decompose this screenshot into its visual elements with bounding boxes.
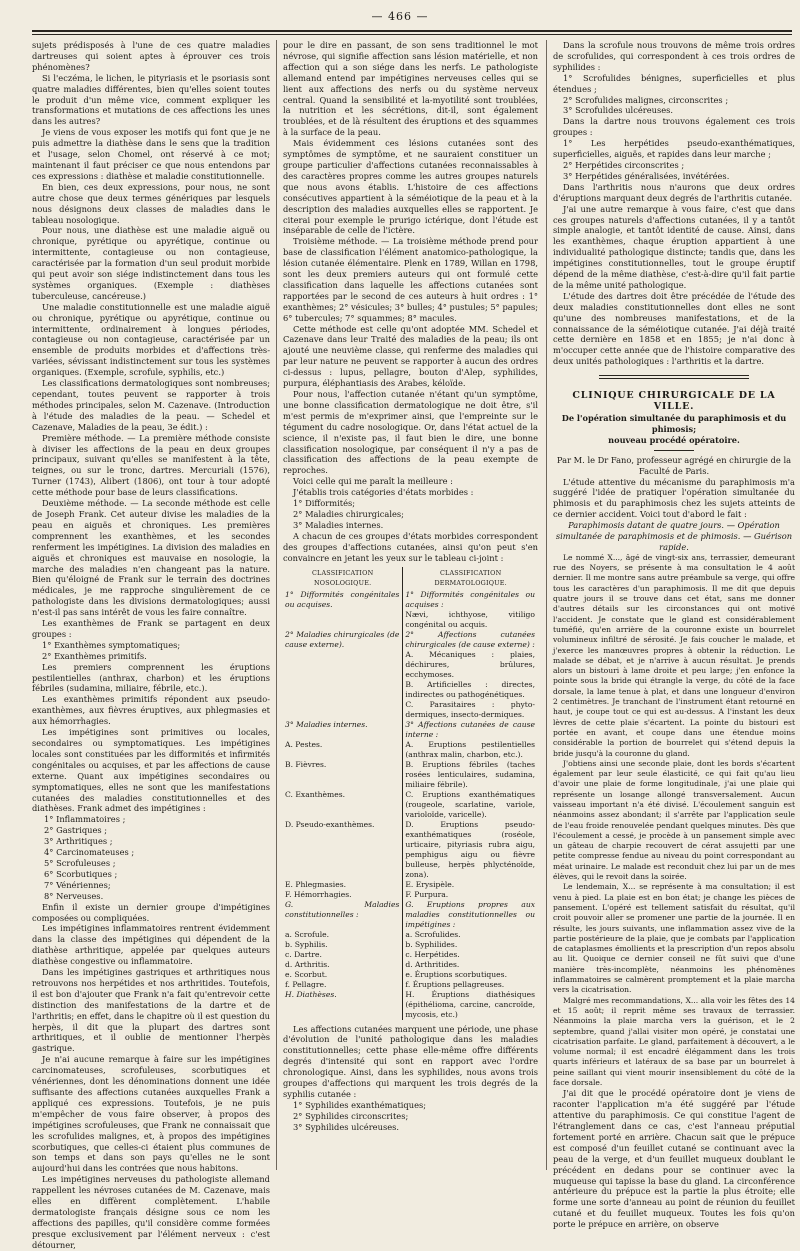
paragraph: Dans la scrofule nous trouvons de même trois ordres de scrofulides, qui correspondent à ces trois ordres de syphilides :	[553, 40, 795, 72]
list-item: 3° Syphilides ulcéreuses.	[293, 1121, 400, 1132]
table-cell	[403, 590, 538, 630]
table-cell: E. Phlegmasies.	[283, 880, 403, 890]
page-number: — 466 —	[371, 10, 429, 23]
table-cell: 1° Difformités congénitales ou acquises.	[283, 590, 403, 630]
table-cell: A. Pestes.	[283, 740, 403, 760]
table-row	[283, 930, 538, 940]
subtitle-rule	[654, 450, 694, 451]
list-item: 4° Carcinomateuses ;	[44, 847, 135, 858]
table-row	[283, 720, 538, 740]
table-cell: c. Herpétides.	[405, 949, 460, 959]
table-cell: f. Pellagre.	[283, 980, 403, 990]
paragraph: Troisième méthode. — La troisième méthode prend pour base de classification l'élément anatomico-pathologique, la lésion cutanée élémentaire. Plenk en 1789, Willan en 1798, sont les deux premiers auteurs qui ont formulé cette classification dans laquelle les affections cutanées sont rapportées par le second de ces auteurs à huit ordres : 1° exanthèmes; 2° vésicules; 3° bulles; 4° pustules; 5° papules; 6° tubercules; 7° squammes; 8° macules.	[283, 236, 538, 323]
table-cell: D. Pseudo-exanthèmes.	[283, 820, 403, 880]
header-rule	[32, 30, 792, 32]
article-title: CLINIQUE CHIRURGICALE DE LA VILLE.	[572, 390, 776, 413]
paragraph: sujets prédisposés à l'une de ces quatre maladies dartreuses qui soient aptes à éprouver ces trois phénomènes?	[32, 40, 270, 72]
header-rule-thin	[32, 34, 792, 35]
paragraph: Deuxième méthode. — La seconde méthode est celle de Joseph Frank. Cet auteur divise les maladies de la peau en aiguës et chroniques. Les premières comprennent les exanthèmes, et les secondes renferment les impétigines. La division des maladies en aiguës et chroniques est mauvaise en nosologie, la marche des maladies n'en changeant pas la nature. Bien qu'éloigné de Frank sur le terrain des doctrines médicales, je me rapproche singulièrement de ce pathologiste dans les divisions dermatologiques; aussi n'est-il pas sans intérêt de vous les faire connaître.	[32, 498, 270, 618]
paragraph: Le nommé X..., âgé de vingt-six ans, terrassier, demeurant rue des Noyers, se présente à ma consultation le 4 août dernier. Il me montre sans autre préambule sa verge, qui offre tous les caractères d'un paraphimosis. Il me dit que depuis quatre jours il se trouve dans cet état, sans me donner d'autres détails sur les circonstances qui ont motivé l'accident. Je constate que le gland est considérablement tuméfié, qu'en arrière de la couronne existe un bourrelet volumineux infiltré de sérosité. Je fais coucher le malade, et j'exerce les manœuvres propres à obtenir la réduction. Le malade se débat, et je n'arrive à aucun résultat. Je prends alors un bistouri à lame droite et peu large; j'en enfonce la pointe sous la bride qui étrangle la verge, du côté de la face dorsale, la lame tenue à plat, et dans une longueur d'environ 2 centimètres. Je tranchant de l'instrument étant retourné en haut, je coupe tout ce qui est au-dessus. A l'instant les deux lèvres de cette plaie s'écartent. La pointe du bistouri est portée en avant, et coupe dans une étendue moins considérable la portion de bourrelet qui s'étend depuis la bride jusqu'à la couronne du gland.	[553, 552, 795, 758]
paragraph: Voici celle qui me paraît la meilleure :	[293, 476, 453, 487]
paragraph: Les exanthèmes de Frank se partagent en deux groupes :	[32, 618, 270, 639]
list-item: 2° Exanthèmes primitifs.	[42, 650, 147, 661]
table-row	[283, 760, 538, 790]
table-cell: d. Arthritides.	[405, 959, 460, 969]
table-cell-text: Nævi, ichthyose, vitiligo congénital ou acquis.	[405, 609, 535, 629]
paragraph: Pour nous, une diathèse est une maladie aiguë ou chronique, pyrétique ou apyrétique, continue ou intermittente, contagieuse ou non contagieuse, caractérisée par la formation d'un seul produit morbide qui peut avoir son siége indistinctement dans tous les systèmes organiques. (Exemple : diathèses tuberculeuse, cancéreuse.)	[32, 225, 270, 301]
paragraph: J'ai une autre remarque à vous faire, c'est que dans ces groupes naturels d'affections cutanées, il y a tantôt simple analogie, et tantôt identité de cause. Ainsi, dans les exanthèmes, chaque éruption appartient à une individualité pathologique distincte; tandis que, dans les impétigines constitutionnelles, tout le groupe éruptif dépend de la même diathèse, c'est-à-dire qu'il fait partie de la même unité pathologique.	[553, 203, 795, 290]
table-row	[283, 890, 538, 900]
table-cell: d. Arthritis.	[283, 960, 403, 970]
table-cell: 3° Maladies internes.	[283, 720, 403, 740]
table-cell-text: 1° Difformités congénitales ou acquises :	[405, 589, 535, 609]
table-row	[283, 970, 538, 980]
table-cell: b. Syphilides.	[405, 939, 458, 949]
list-item: 3° Scrofulides ulcéreuses.	[563, 105, 674, 116]
table-cell: 2° Maladies chirurgicales (de cause externe).	[283, 630, 403, 720]
paragraph: Dans la dartre nous trouvons également ces trois groupes :	[553, 116, 795, 138]
table-row	[283, 740, 538, 760]
section-ornament	[553, 371, 795, 383]
paragraph: Les impétigines inflammatoires rentrent évidemment dans la classe des impétigines qui dépendent de la diathèse arthritique, appelée par quelques auteurs diathèse congestive ou inflammatoire.	[32, 923, 270, 967]
table-cell: G. Eruptions propres aux maladies constitutionnelles ou impétigines :	[405, 899, 535, 929]
table-row	[283, 820, 538, 880]
table-row	[283, 880, 538, 890]
table-cell: C. Exanthèmes.	[283, 790, 403, 820]
column-divider-2	[546, 40, 547, 1170]
table-cell: e. Éruptions scorbutiques.	[405, 969, 507, 979]
table-row	[283, 990, 538, 1020]
column-3	[553, 40, 795, 1230]
table-cell-text: A. Mécaniques : plaies, déchirures, brûlures, ecchymoses.	[405, 649, 535, 679]
table-cell-text: C. Parasitaires : phyto-dermiques, insecto-dermiques.	[405, 699, 535, 719]
list-item: 1° Syphilides exanthématiques;	[293, 1099, 427, 1110]
table-row	[283, 940, 538, 950]
paragraph: J'obtiens ainsi une seconde plaie, dont les bords s'écartent également par leur seule élasticité, ce qui fait qu'au lieu d'avoir une plaie de forme longitudinale, j'ai une plaie qui représente un losange allongé transversalement. Aucun vaisseau important n'a été divisé. L'écoulement sanguin est néanmoins assez abondant; il s'arrête par l'application seule de l'eau froide renouvelée pendant quelques minutes. Dès que l'écoulement a cessé, je procède à un pansement simple avec un gâteau de charpie recouvert de cérat assujetti par une petite compresse fendue au niveau du point correspondant au méat urinaire. Le malade est reconduit chez lui par un de mes élèves, qui le revoit dans la soirée.	[553, 758, 795, 882]
paragraph: En bien, ces deux expressions, pour nous, ne sont autre chose que deux termes génériques par lesquels nous désignons deux classes de maladies dans le tableau nosologique.	[32, 181, 270, 225]
paragraph: A chacun de ces groupes d'états morbides correspondent des groupes d'affections cutanées, ainsi qu'on peut s'en convaincre en jetant les yeux sur le tableau ci-joint :	[283, 530, 538, 563]
classification-table	[283, 567, 538, 1020]
list-item: 2° Maladies chirurgicales;	[293, 508, 404, 519]
list-item: 2° Scrofulides malignes, circonscrites ;	[563, 94, 729, 105]
list-item: 6° Scorbutiques ;	[44, 868, 118, 879]
table-cell: F. Hémorrhagies.	[283, 890, 403, 900]
table-cell: e. Scorbut.	[283, 970, 403, 980]
table-cell: 3° Affections cutanées de cause interne :	[405, 719, 535, 739]
table-header-left: CLASSIFICATION NOSOLOGIQUE.	[283, 567, 403, 590]
paragraph: Le lendemain, X... se représente à ma consultation; il est venu à pied. La plaie est en bon état; je change les pièces de pansement. L'opéré est tellement satisfait du résultat, qu'il croit pouvoir aller se promener une partie de la journée. Il en résulte, les jours suivants, une inflammation assez vive de la partie postérieure de la plaie, que je combats par l'application de cataplasmes émollients et la prescription d'un repos absolu au lit. Quoique ce dernier conseil ne fût suivi que d'une manière très-incomplète, néanmoins les phénomènes inflammatoires se calmèrent promptement et la plaie marcha vers la cicatrisation.	[553, 882, 795, 995]
table-row	[283, 960, 538, 970]
table-cell: a. Scrofulides.	[405, 929, 461, 939]
list-item: 1° Exanthèmes symptomatiques;	[42, 639, 181, 650]
article-subtitle-2: nouveau procédé opératoire.	[608, 434, 740, 445]
paragraph: Les impétigines nerveuses du pathologiste allemand rappellent les névroses cutanées de M. Cazenave, mais elles en diffèrent complètement. L'habile dermatologiste français désigne sous ce nom les affections des papilles, qu'il considère comme formées presque exclusivement par l'élément nerveux : c'est détourner,	[32, 1174, 270, 1250]
paragraph: Pour nous, l'affection cutanée n'étant qu'un symptôme, une bonne classification dermatologique ne doit être, s'il m'est permis de m'exprimer ainsi, que l'empreinte sur le tégument du cadre nosologique. Or, dans l'état actuel de la science, il n'existe pas, il faut bien le dire, une bonne classification nosologique, par conséquent il n'y a pas de classification des affections de la peau exempte de reproches.	[283, 389, 538, 476]
list-item: 1° Scrofulides bénignes, superficielles et plus étendues ;	[553, 72, 795, 94]
list-item: 5° Scrofuleuses ;	[44, 857, 116, 868]
column-2	[283, 40, 538, 1176]
list-item: 1° Les herpétides pseudo-exanthématiques, superficielles, aiguës, et rapides dans leur marche ;	[553, 138, 795, 160]
table-row	[283, 950, 538, 960]
paragraph: J'ai dit que le procédé opératoire dont je viens de raconter l'application m'a été suggéré par l'étude attentive du paraphimosis. Ce qui constitue l'agent de l'étranglement dans ce cas, c'est l'anneau préputial fortement porté en arrière. Chacun sait que le prépuce est composé d'un feuillet cutané se continuant avec la peau de la verge, et d'un feuillet muqueux doublant le précédent en dedans pour se continuer avec la muqueuse qui tapisse la base du gland. La circonférence antérieure du prépuce est la partie la plus étroite; elle forme une sorte d'anneau au point de réunion du feuillet cutané et du feuillet muqueux. Toutes les fois qu'on porte le prépuce en arrière, on observe	[553, 1088, 795, 1230]
paragraph: Les premiers comprennent les éruptions pestilentielles (anthrax, charbon) et les éruptions fébriles (sudamina, miliaire, fébrile, etc.).	[32, 661, 270, 694]
table-cell: B. Eruptions fébriles (taches rosées lenticulaires, sudamina, miliaire fébrile).	[405, 759, 535, 789]
table-cell: H. Diathèses.	[283, 990, 403, 1020]
table-cell: f. Éruptions pellagreuses.	[405, 979, 505, 989]
list-item: 3° Arthritiques ;	[44, 836, 113, 847]
paragraph: Enfin il existe un dernier groupe d'impétigines composées ou compliquées.	[32, 901, 270, 923]
list-item: 3° Herpétides généralisées, invétérées.	[563, 170, 730, 181]
paragraph: Une maladie constitutionnelle est une maladie aiguë ou chronique, pyrétique ou apyrétique, continue ou intermittente, ordinairement à longues périodes, contagieuse ou non contagieuse, caractérisée par un ensemble de produits morbides et d'affections très-variées, sévissant indistinctement sur tous les systèmes organiques. (Exemple, scrofule, syphilis, etc.)	[32, 301, 270, 378]
list-item: 3° Maladies internes.	[293, 519, 384, 530]
table-cell: c. Dartre.	[283, 950, 403, 960]
table-row	[283, 900, 538, 930]
table-cell: H. Éruptions diathésiques (épithélioma, carcine, cancroïde, mycosis, etc.)	[405, 989, 535, 1019]
table-cell: E. Erysipèle.	[405, 879, 455, 889]
paragraph: Les exanthèmes primitifs répondent aux pseudo-exanthèmes, aux fièvres éruptives, aux phlegmasies et aux hémorrhagies.	[32, 694, 270, 727]
paragraph: Malgré mes recommandations, X... alla voir les fêtes des 14 et 15 août; il reprit même ses travaux de terrassier. Néanmoins la plaie marcha vers la guérison, et le 2 septembre, quand j'allai visiter mon opéré, je constatai une cicatrisation parfaite. Le gland, parfaitement à découvert, a le volume normal; il est encadré élégamment dans les trois quarts inférieurs et latéraux de sa base par un bourrelet à peine saillant qui vient mourir insensiblement du côté de la face dorsale.	[553, 995, 795, 1088]
paragraph: Les classifications dermatologiques sont nombreuses; cependant, toutes peuvent se rapporter à trois méthodes principales, selon M. Cazenave. (Introduction à l'étude des maladies de la peau. — Schedel et Cazenave, Maladies de la peau, 3e édit.) :	[32, 378, 270, 432]
table-cell: F. Purpura.	[405, 889, 449, 899]
paragraph: J'établis trois catégories d'états morbides :	[293, 487, 474, 498]
list-item: 2° Gastriques ;	[44, 825, 108, 836]
paragraph: Les impétigines sont primitives ou locales, secondaires ou symptomatiques. Les impétigines locales sont constituées par les difformités et infirmités congénitales ou acquises, et par les affections de cause externe. Quant aux impétigines secondaires ou symptomatiques, elles ne sont que les manifestations cutanées des maladies constitutionnelles et des diathèses. Frank admet des impétigines :	[32, 727, 270, 814]
paragraph: L'étude des dartres doit être précédée de l'étude des deux maladies constitutionnelles dont elles ne sont qu'une des nombreuses manifestations, et de la connaissance de la séméiotique cutanée. J'ai déjà traité cette dernière en 1858 et en 1855; je n'ai donc à m'occuper cette année que de l'histoire comparative des deux unités pathologiques : l'arthritis et la dartre.	[553, 290, 795, 367]
table-cell-text: 2° Affections cutanées chirurgicales (de cause externe) :	[405, 629, 535, 649]
column-1	[32, 40, 270, 1250]
table-cell-text: B. Artificielles : directes, indirectes ou pathogénétiques.	[405, 679, 535, 699]
table-header-right: CLASSIFICATION DERMATOLOGIQUE.	[434, 568, 507, 587]
table-row	[283, 630, 538, 720]
table-row	[283, 790, 538, 820]
impetigines-list	[32, 814, 270, 901]
paragraph: pour le dire en passant, de son sens traditionnel le mot névrose, qui signifie affection sans lésion matérielle, et non affection qui a son siége dans les nerfs. Le pathologiste allemand entend par impétigines nerveuses celles qui se lient aux affections des nerfs ou du système nerveux central. Quand la sensibilité et la-myotilité sont troublées, la nutrition et les sécrétions, dit-il, sont également troublées, et de là résultent des éruptions et des squammes à la surface de la peau.	[283, 40, 538, 138]
list-item: 2° Syphilides circonscrites;	[293, 1110, 409, 1121]
table-cell: b. Syphilis.	[283, 940, 403, 950]
column-divider-1	[276, 40, 277, 1170]
table-cell	[403, 630, 538, 720]
table-cell: B. Fièvres.	[283, 760, 403, 790]
byline: Par M. le Dr Fano, professeur agrégé en chirurgie de la Faculté de Paris.	[556, 454, 792, 476]
paragraph: L'étude attentive du mécanisme du paraphimosis m'a suggéré l'idée de pratiquer l'opération simultanée du phimosis et du paraphimosis chez les sujets atteints de ce dernier accident. Voici tout d'abord le fait :	[553, 476, 795, 520]
table-cell: a. Scrofule.	[283, 930, 403, 940]
list-item: 1° Difformités;	[293, 498, 356, 509]
table-cell: C. Eruptions exanthématiques (rougeole, scarlatine, variole, varioloïde, varicelle).	[405, 789, 535, 819]
table-cell: G. Maladies constitutionnelles :	[283, 900, 403, 930]
paragraph: Je viens de vous exposer les motifs qui font que je ne puis admettre la diathèse dans le sens que la tradition et l'usage, selon Chomel, ont réservé à ce mot; maintenant il faut préciser ce que nous entendons par ces expressions : diathèse et maladie constitutionnelle.	[32, 127, 270, 181]
table-cell: D. Eruptions pseudo-exanthématiques (roséole, urticaire, pityriasis rubra aigu, pemphigus aigu ou fièvre bulleuse, herpès phlycténoïde, zona).	[405, 819, 535, 879]
paragraph: Je n'ai aucune remarque à faire sur les impétigines carcinomateuses, scrofuleuses, scorbutiques et vénériennes, dont les dénominations donnent une idée suffisante des affections cutanées auxquelles Frank a appliqué ces expressions. Toutefois, je ne puis m'empêcher de vous faire observer, à propos des impétigines scrofuleuses, que Frank ne connaissait que les scrofulides malignes, et, à propos des impétigines scorbutiques, que celles-ci étaient plus communes de son temps et dans son pays qu'elles ne le sont aujourd'hui dans les contrées que nous habitons.	[32, 1054, 270, 1174]
paragraph: Les affections cutanées marquent une période, une phase d'évolution de l'unité pathologique dans les maladies constitutionnelles; cette phase elle-même offre différents degrés d'intensité qui sont en rapport avec l'ordre chronologique. Ainsi, dans les syphilides, nous avons trois groupes d'affections qui marquent les trois degrés de la syphilis cutanée :	[283, 1023, 538, 1099]
paragraph: Cette méthode est celle qu'ont adoptée MM. Schedel et Cazenave dans leur Traité des maladies de la peau; ils ont ajouté une neuvième classe, qui renferme des maladies qui par leur nature ne peuvent se rapporter à aucun des ordres ci-dessus : lupus, pellagre, bouton d'Alep, syphilides, purpura, éléphantiasis des Arabes, kéloïde.	[283, 323, 538, 389]
list-item: 8° Nerveuses.	[44, 890, 104, 901]
paragraph: Dans les impétigines gastriques et arthritiques nous retrouvons nos herpétides et nos arthritides. Toutefois, il est bon d'ajouter que Frank n'a fait qu'entrevoir cette distinction des manifestations de la dartre et de l'arthritis; en effet, dans le chapitre où il est question du herpès, il dit que la plupart des dartres sont arthritiques, et il oublie de mentionner l'herpès gastrique.	[32, 967, 270, 1054]
list-item: 2° Herpétides circonscrites ;	[563, 159, 685, 170]
table-row	[283, 590, 538, 630]
paragraph: Si l'eczéma, le lichen, le pityriasis et le psoriasis sont quatre maladies différentes, bien qu'elles soient toutes le produit d'un même vice, comment expliquer les transformations et mutations de ces affections les unes dans les autres?	[32, 72, 270, 127]
table-row	[283, 980, 538, 990]
paragraph: Première méthode. — La première méthode consiste à diviser les affections de la peau en deux groupes principaux, suivant qu'elles se manifestent à la tête, teignes, ou sur le tronc, dartres. Mercuriali (1576), Turner (1743), Alibert (1806), ont tour à tour adopté cette méthode pour base de leurs classifications.	[32, 432, 270, 498]
case-heading: Paraphimosis datant de quatre jours. — Opération simultanée de paraphimosis et de phimosis. — Guérison rapide.	[555, 520, 793, 552]
article-subtitle: De l'opération simultanée du paraphimosis et du phimosis;	[561, 413, 787, 434]
table-cell: A. Eruptions pestilentielles (anthrax malin, charbon, etc.).	[405, 739, 535, 759]
paragraph: Dans l'arthritis nous n'aurons que deux ordres d'éruptions marquant deux degrés de l'arthritis cutanée.	[553, 181, 795, 203]
paragraph: Mais évidemment ces lésions cutanées sont des symptômes de symptôme, et ne sauraient constituer un groupe particulier d'affections cutanées reconnaissables à des caractères propres comme les autres groupes naturels que nous avons établis. L'histoire de ces affections consécutives appartient à la séméiotique de la peau et à la description des maladies auxquelles elles se rapportent. Je citerai pour exemple le prurigo ictérique, dont l'étude est inséparable de celle de l'ictère.	[283, 138, 538, 236]
list-item: 1° Inflammatoires ;	[44, 814, 126, 825]
list-item: 7° Vénériennes;	[44, 879, 111, 890]
